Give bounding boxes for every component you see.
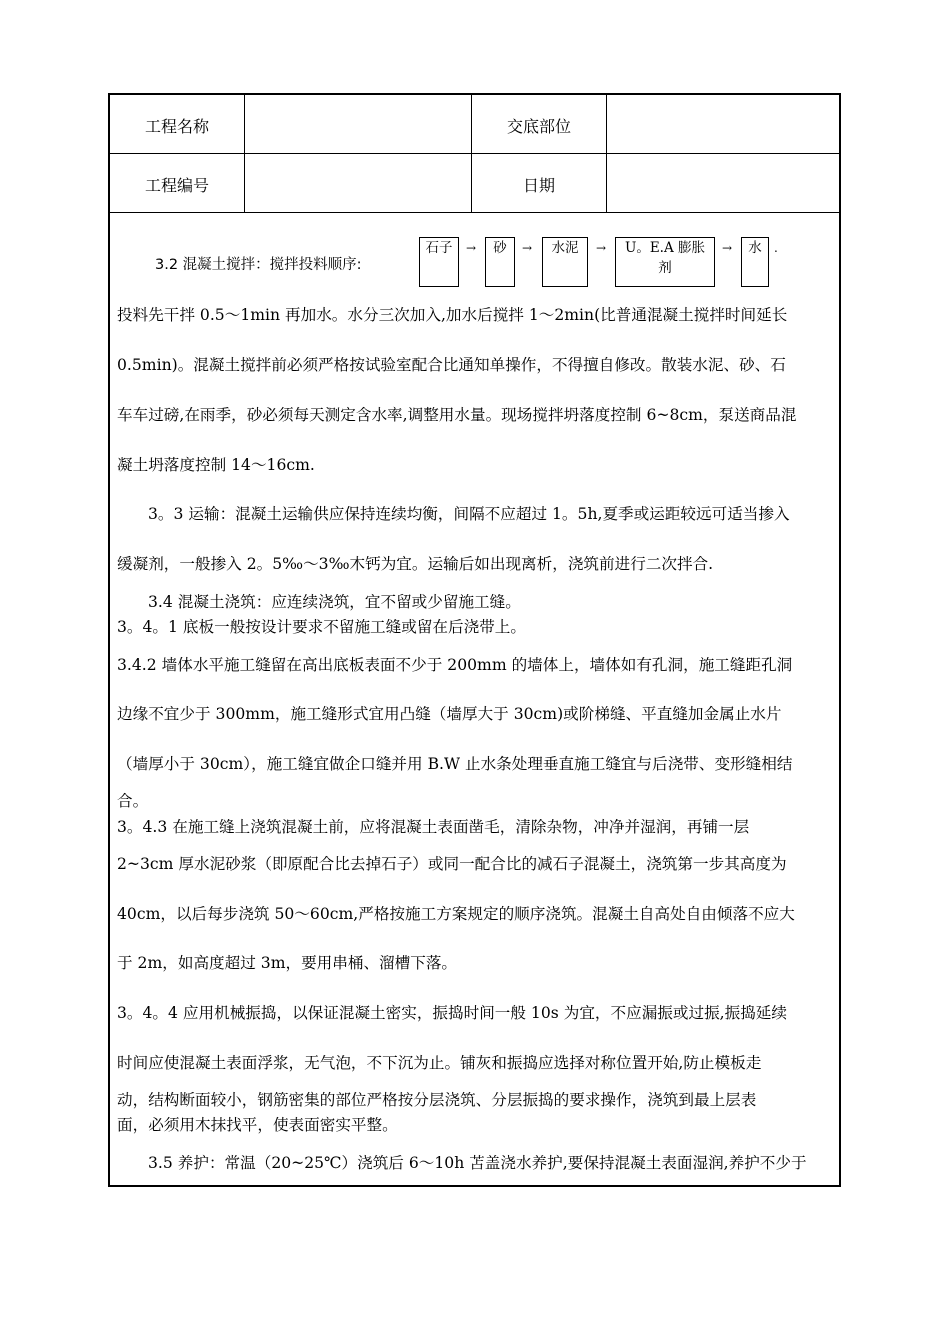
flow-arrow-2: → [522,241,533,255]
body-line-10: 边缘不宜少于 300mm，施工缝形式宜用凸缝（墙厚大于 30cm)或阶梯缝、平直缝加金属止水片 [117,705,782,723]
header-col-divider-1 [244,94,245,213]
body-line-7: 3.4 混凝土浇筑：应连续浇筑，宜不留或少留施工缝。 [148,593,521,611]
project-name-label: 工程名称 [144,117,209,136]
body-line-21: 3.5 养护：常温（20~25℃）浇筑后 6～10h 苫盖浇水养护,要保持混凝土表面湿润,养护不少于 [148,1154,807,1172]
flow-arrow-4: → [722,241,733,255]
body-line-11: （墙厚小于 30cm），施工缝宜做企口缝并用 B.W 止水条处理垂直施工缝宜与后浇带、变形缝相结 [117,755,793,773]
header-row-divider [109,153,840,154]
flow-step-sand: 砂 [485,237,515,287]
body-line-5: 3。3 运输：混凝土运输供应保持连续均衡，间隔不应超过 1。5h,夏季或运距较远可适当掺入 [148,505,790,523]
flow-step-uea-line2: 剂 [658,260,672,276]
flow-arrow-3: → [596,241,607,255]
flow-end-mark: . [774,241,778,255]
flow-step-cement: 水泥 [542,237,588,287]
body-line-4: 凝土坍落度控制 14～16cm. [117,456,315,474]
mix-heading: 3.2 混凝土搅拌：搅拌投料顺序: [155,257,362,273]
flow-step-stone: 石子 [419,237,459,287]
body-line-13: 3。4.3 在施工缝上浇筑混凝土前，应将混凝土表面凿毛，清除杂物，冲净并湿润，再铺一层 [117,818,750,836]
flow-step-uea [615,237,715,287]
body-line-3: 车车过磅,在雨季，砂必须每天测定含水率,调整用水量。现场搅拌坍落度控制 6~8cm，泵送商品混 [117,406,797,424]
body-line-20: 面，必须用木抹找平，使表面密实平整。 [117,1116,398,1134]
body-line-14: 2~3cm 厚水泥砂浆（即原配合比去掉石子）或同一配合比的减石子混凝土，浇筑第一步其高度为 [117,855,787,873]
project-no-label: 工程编号 [144,176,209,195]
body-line-12: 合。 [117,792,149,810]
body-line-15: 40cm，以后每步浇筑 50～60cm,严格按施工方案规定的顺序浇筑。混凝土自高处自由倾落不应大 [117,905,795,923]
handover-part-label: 交底部位 [506,117,571,136]
body-line-9: 3.4.2 墙体水平施工缝留在高出底板表面不少于 200mm 的墙体上，墙体如有孔洞，施工缝距孔洞 [117,656,793,674]
body-line-16: 于 2m，如高度超过 3m，要用串桶、溜槽下落。 [117,954,458,972]
body-line-6: 缓凝剂，一般掺入 2。5‰～3‰木钙为宜。运输后如出现离析，浇筑前进行二次拌合. [117,555,714,573]
body-line-18: 时间应使混凝土表面浮浆，无气泡，不下沉为止。铺灰和振捣应选择对称位置开始,防止模板走 [117,1054,762,1072]
body-line-8: 3。4。1 底板一般按设计要求不留施工缝或留在后浇带上。 [117,618,526,636]
body-line-17: 3。4。4 应用机械振捣，以保证混凝土密实，振捣时间一般 10s 为宜，不应漏振或过振,振捣延续 [117,1004,787,1022]
body-line-2: 0.5min)。混凝土搅拌前必须严格按试验室配合比通知单操作，不得擅自修改。散装水泥、砂、石 [117,356,786,374]
header-col-divider-3 [606,94,607,213]
body-line-19: 动，结构断面较小，钢筋密集的部位严格按分层浇筑、分层振捣的要求操作，浇筑到最上层表 [117,1091,757,1109]
flow-step-water: 水 [741,237,769,287]
header-bottom-divider [109,212,840,213]
flow-arrow-1: → [466,241,477,255]
flow-step-uea-line1: U。E.A 膨胀 [624,240,706,256]
body-line-1: 投料先干拌 0.5～1min 再加水。水分三次加入,加水后搅拌 1～2min(比普通混凝土搅拌时间延长 [117,306,788,324]
date-label: 日期 [522,176,555,195]
